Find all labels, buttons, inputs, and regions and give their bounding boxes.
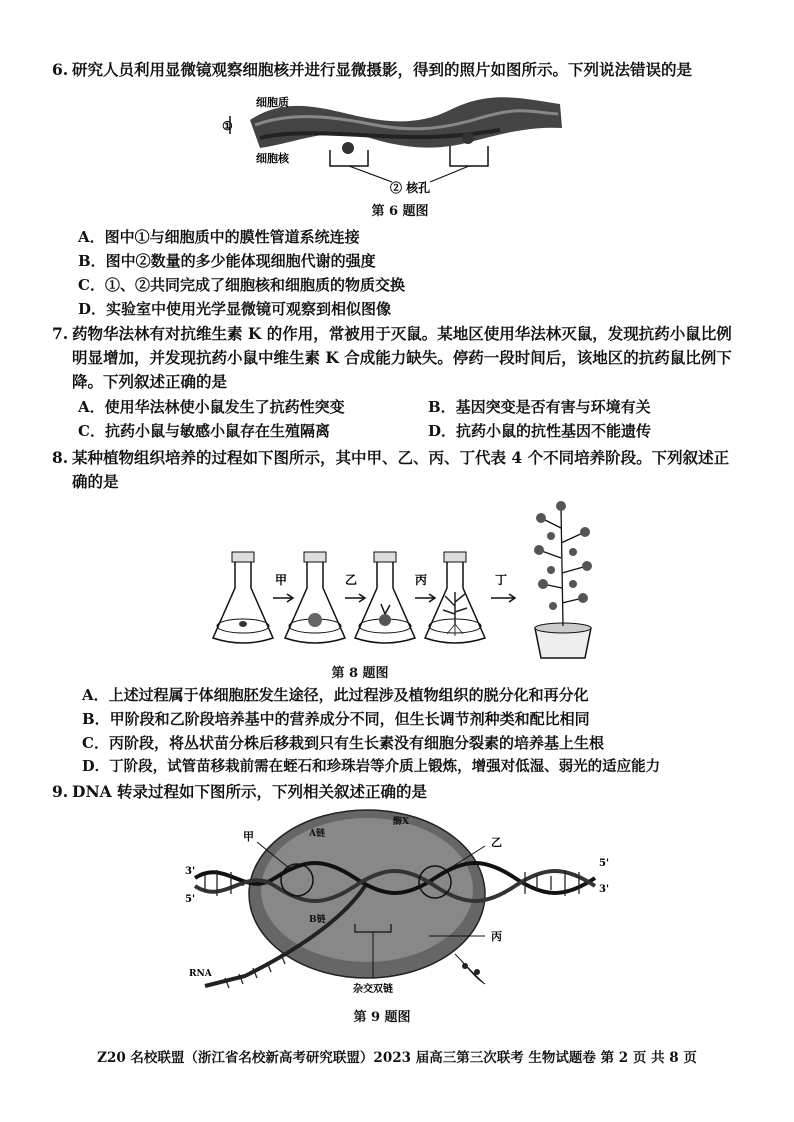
label-enzyme: 酶X (393, 817, 409, 827)
flask-1 (213, 552, 273, 643)
question-text: DNA 转录过程如下图所示，下列相关叙述正确的是 (72, 782, 428, 801)
question-9-stem (52, 780, 752, 804)
label-5-prime-right: 5' (599, 858, 610, 869)
q6-option-a: A．图中①与细胞质中的膜性管道系统连接 (78, 228, 360, 246)
question-number: 6. (52, 60, 69, 79)
question-7-line2: 明显增加，并发现抗药小鼠中维生素 K 合成能力缺失。停药一段时间后，该地区的抗药鼠比例下 (72, 348, 732, 367)
stage-bing: 丙 (415, 573, 428, 587)
label-a-chain: A链 (309, 829, 325, 839)
question-8-line2: 确的是 (72, 472, 119, 491)
potted-plant (534, 501, 592, 658)
question-text-line1: 某种植物组织培养的过程如下图所示，其中甲、乙、丙、丁代表 4 个不同培养阶段。下列叙述正 (72, 448, 730, 467)
question-number: 7. (52, 324, 69, 343)
stage-yi: 乙 (345, 573, 358, 587)
stage-ding: 丁 (495, 573, 508, 587)
question-8-stem (52, 446, 752, 470)
question-6-stem (52, 58, 752, 82)
label-yi: 乙 (491, 836, 502, 849)
q8-option-a: A．上述过程属于体细胞胚发生途径，此过程涉及植物组织的脱分化和再分化 (82, 686, 589, 704)
label-bing: 丙 (491, 930, 502, 943)
label-nucleus: 细胞核 (256, 152, 289, 165)
label-cytoplasm: 细胞质 (256, 96, 289, 109)
label-3-prime-right: 3' (599, 884, 610, 895)
q8-option-b: B．甲阶段和乙阶段培养基中的营养成分不同，但生长调节剂种类和配比相同 (82, 710, 590, 728)
figure-8-caption: 第 8 题图 (331, 666, 389, 681)
label-nuclear-pore: ② 核孔 (390, 181, 431, 195)
label-jia: 甲 (243, 830, 254, 843)
label-3-prime-left: 3' (185, 866, 196, 877)
label-1: ① (222, 119, 233, 133)
q7-option-d: D．抗药小鼠的抗性基因不能遗传 (428, 422, 652, 440)
label-hybrid-duplex: 杂交双链 (353, 984, 393, 995)
q6-option-d: D．实验室中使用光学显微镜可观察到相似图像 (78, 300, 392, 318)
q6-option-c: C．①、②共同完成了细胞核和细胞质的物质交换 (78, 276, 405, 294)
question-text: 研究人员利用显微镜观察细胞核并进行显微摄影，得到的照片如图所示。下列说法错误的是 (72, 60, 693, 79)
figure-6-caption: 第 6 题图 (371, 204, 429, 219)
flask-2 (285, 552, 345, 643)
question-7-line3: 降。下列叙述正确的是 (72, 372, 228, 391)
q8-option-c: C．丙阶段，将丛状苗分株后移栽到只有生长素没有细胞分裂素的培养基上生根 (82, 734, 604, 752)
label-b-chain: B链 (309, 915, 326, 925)
question-text-line1: 药物华法林有对抗维生素 K 的作用，常被用于灭鼠。某地区使用华法林灭鼠，发现抗药小鼠比例 (72, 324, 732, 343)
q7-option-c: C．抗药小鼠与敏感小鼠存在生殖隔离 (78, 422, 330, 440)
stage-jia: 甲 (275, 573, 288, 587)
figure-9-caption: 第 9 题图 (353, 1010, 411, 1025)
q8-option-d: D．丁阶段，试管苗移栽前需在蛭石和珍珠岩等介质上锻炼，增强对低湿、弱光的适应能力 (82, 758, 661, 775)
label-5-prime-left: 5' (185, 894, 196, 905)
question-number: 8. (52, 448, 69, 467)
question-number: 9. (52, 782, 69, 801)
q6-option-b: B．图中②数量的多少能体现细胞代谢的强度 (78, 252, 376, 270)
figure-6-nucleus-micrograph (220, 90, 570, 198)
figure-8-tissue-culture (205, 488, 605, 660)
q7-option-b: B．基因突变是否有害与环境有关 (428, 398, 651, 416)
q7-option-a: A．使用华法林使小鼠发生了抗药性突变 (78, 398, 345, 416)
page-footer: Z20 名校联盟（浙江省名校新高考研究联盟）2023 届高三第三次联考 生物试题卷 第 2 页 共 8 页 (97, 1050, 697, 1066)
figure-9-transcription (185, 806, 615, 1006)
question-7-stem (52, 322, 752, 346)
label-rna: RNA (189, 969, 212, 979)
